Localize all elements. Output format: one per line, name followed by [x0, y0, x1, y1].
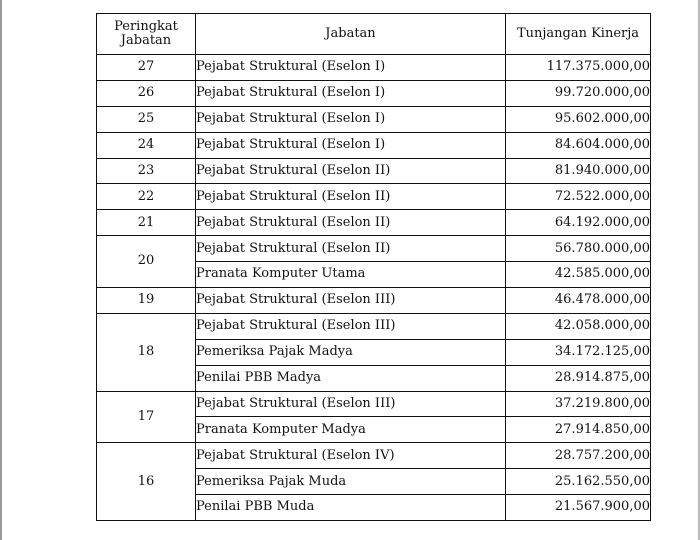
position-cell: Pejabat Struktural (Eselon III) — [196, 313, 506, 339]
amount-cell: 46.478.000,00 — [506, 288, 651, 314]
table-row — [97, 184, 651, 210]
amount-cell: 64.192.000,00 — [506, 210, 651, 236]
position-cell: Pejabat Struktural (Eselon I) — [196, 55, 506, 81]
table-row — [97, 158, 651, 184]
header-rank-line2: Jabatan — [120, 33, 172, 48]
amount-cell: 27.914.850,00 — [506, 417, 651, 443]
header-rank — [97, 14, 196, 55]
allowance-table — [96, 13, 651, 521]
table-header-row — [97, 14, 651, 55]
rank-cell: 21 — [97, 210, 196, 236]
header-position: Jabatan — [196, 14, 506, 55]
rank-cell: 20 — [97, 236, 196, 288]
position-cell: Pejabat Struktural (Eselon II) — [196, 236, 506, 262]
rank-cell: 17 — [97, 391, 196, 443]
amount-cell: 84.604.000,00 — [506, 132, 651, 158]
amount-cell: 25.162.550,00 — [506, 469, 651, 495]
position-cell: Pejabat Struktural (Eselon II) — [196, 210, 506, 236]
position-cell: Penilai PBB Madya — [196, 365, 506, 391]
amount-cell: 81.940.000,00 — [506, 158, 651, 184]
amount-cell: 95.602.000,00 — [506, 106, 651, 132]
amount-cell: 72.522.000,00 — [506, 184, 651, 210]
page-left-border — [0, 0, 2, 540]
table-row — [97, 391, 651, 417]
rank-cell: 26 — [97, 80, 196, 106]
table-row — [97, 288, 651, 314]
rank-cell: 16 — [97, 443, 196, 521]
rank-cell: 22 — [97, 184, 196, 210]
position-cell: Pemeriksa Pajak Muda — [196, 469, 506, 495]
header-allowance: Tunjangan Kinerja — [506, 14, 651, 55]
table-row — [97, 210, 651, 236]
header-rank-line1: Peringkat — [114, 18, 178, 34]
rank-cell: 23 — [97, 158, 196, 184]
amount-cell: 34.172.125,00 — [506, 339, 651, 365]
amount-cell: 56.780.000,00 — [506, 236, 651, 262]
position-cell: Pejabat Struktural (Eselon III) — [196, 391, 506, 417]
position-cell: Pejabat Struktural (Eselon IV) — [196, 443, 506, 469]
position-cell: Penilai PBB Muda — [196, 495, 506, 521]
rank-cell: 27 — [97, 55, 196, 81]
rank-cell: 18 — [97, 313, 196, 391]
amount-cell: 42.058.000,00 — [506, 313, 651, 339]
table-row — [97, 313, 651, 339]
amount-cell: 28.914.875,00 — [506, 365, 651, 391]
amount-cell: 37.219.800,00 — [506, 391, 651, 417]
table-row — [97, 80, 651, 106]
amount-cell: 42.585.000,00 — [506, 262, 651, 288]
position-cell: Pejabat Struktural (Eselon I) — [196, 132, 506, 158]
table-body — [97, 55, 651, 521]
position-cell: Pejabat Struktural (Eselon I) — [196, 106, 506, 132]
position-cell: Pejabat Struktural (Eselon II) — [196, 158, 506, 184]
position-cell: Pejabat Struktural (Eselon III) — [196, 288, 506, 314]
position-cell: Pranata Komputer Madya — [196, 417, 506, 443]
position-cell: Pemeriksa Pajak Madya — [196, 339, 506, 365]
rank-cell: 24 — [97, 132, 196, 158]
table-row — [97, 106, 651, 132]
position-cell: Pejabat Struktural (Eselon II) — [196, 184, 506, 210]
amount-cell: 99.720.000,00 — [506, 80, 651, 106]
position-cell: Pejabat Struktural (Eselon I) — [196, 80, 506, 106]
rank-cell: 25 — [97, 106, 196, 132]
table-row — [97, 132, 651, 158]
position-cell: Pranata Komputer Utama — [196, 262, 506, 288]
table-row — [97, 236, 651, 262]
amount-cell: 117.375.000,00 — [506, 55, 651, 81]
amount-cell: 21.567.900,00 — [506, 495, 651, 521]
table-row — [97, 443, 651, 469]
rank-cell: 19 — [97, 288, 196, 314]
amount-cell: 28.757.200,00 — [506, 443, 651, 469]
table-row — [97, 55, 651, 81]
